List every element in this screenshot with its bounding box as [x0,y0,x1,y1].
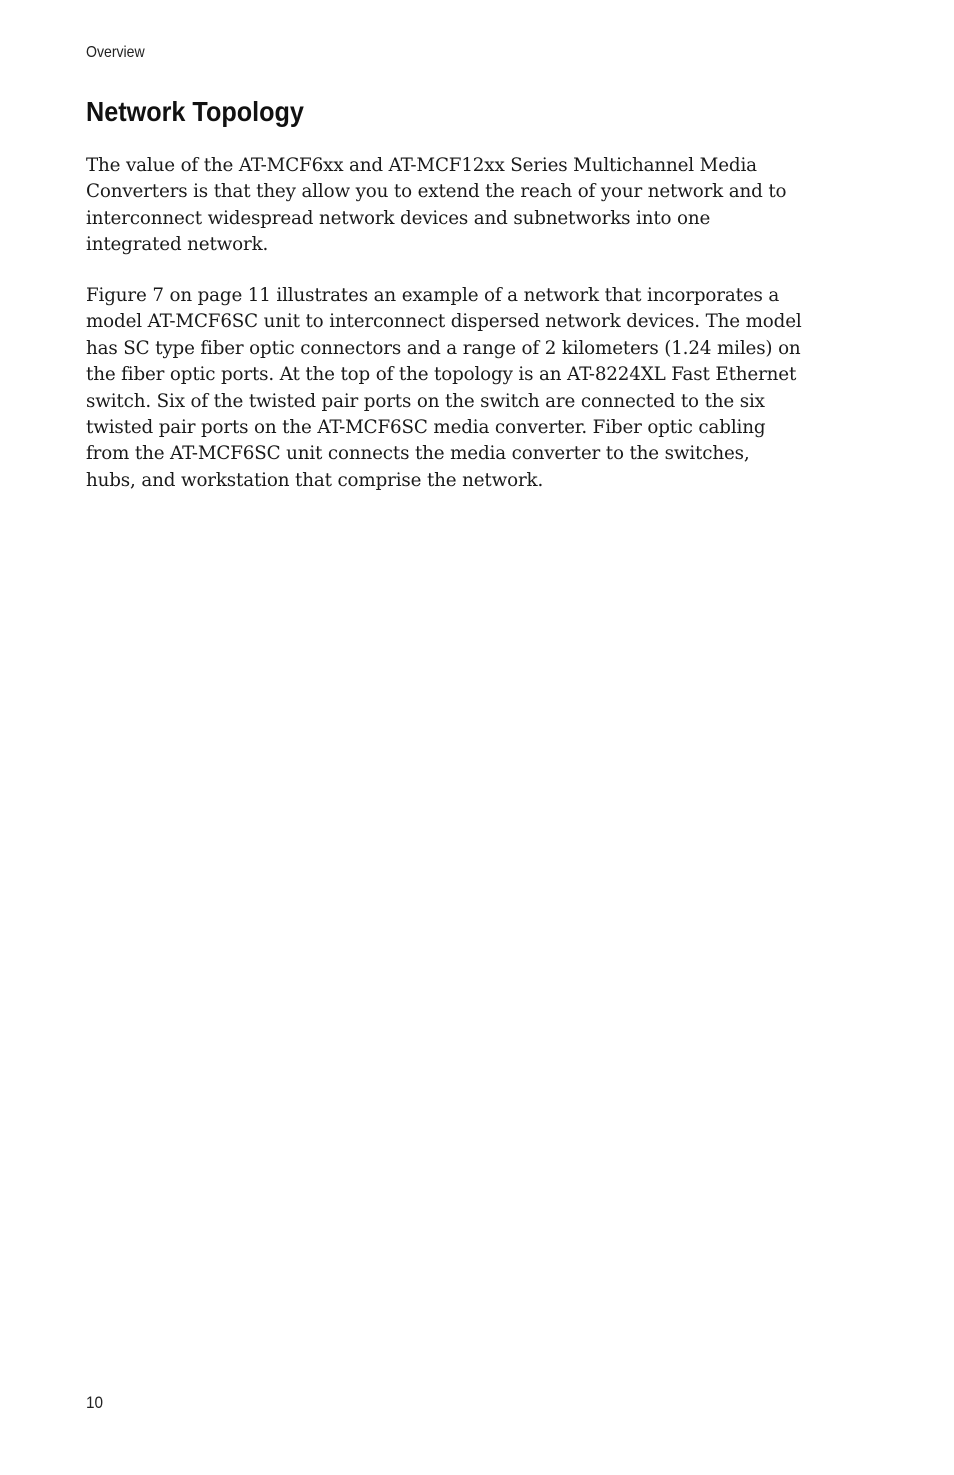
paragraph-line: has SC type fiber optic connectors and a range of 2 kilometers (1.24 miles) on [86,337,801,359]
paragraph-intro [86,153,876,259]
paragraph-line: from the AT-MCF6SC unit connects the media converter to the switches, [86,443,750,465]
paragraph-line: the fiber optic ports. At the top of the topology is an AT-8224XL Fast Ethernet [86,364,797,386]
paragraph-line: twisted pair ports on the AT-MCF6SC media converter. Fiber optic cabling [86,417,766,439]
paragraph-line: The value of the AT-MCF6xx and AT-MCF12xx Series Multichannel Media [86,155,757,176]
paragraph-line: integrated network. [86,234,269,256]
paragraph-topology-description [86,283,876,494]
paragraph-line: model AT-MCF6SC unit to interconnect dispersed network devices. The model [86,311,802,333]
paragraph-line: Figure 7 on page 11 illustrates an example of a network that incorporates a [86,285,780,306]
page-number: 10 [86,1393,104,1412]
running-header: Overview [86,44,145,61]
paragraph-line: interconnect widespread network devices and subnetworks into one [86,207,711,229]
paragraph-line: Converters is that they allow you to extend the reach of your network and to [86,181,787,203]
section-title: Network Topology [86,96,304,127]
paragraph-line: switch. Six of the twisted pair ports on the switch are connected to the six [86,390,765,412]
paragraph-line: hubs, and workstation that comprise the network. [86,469,544,491]
